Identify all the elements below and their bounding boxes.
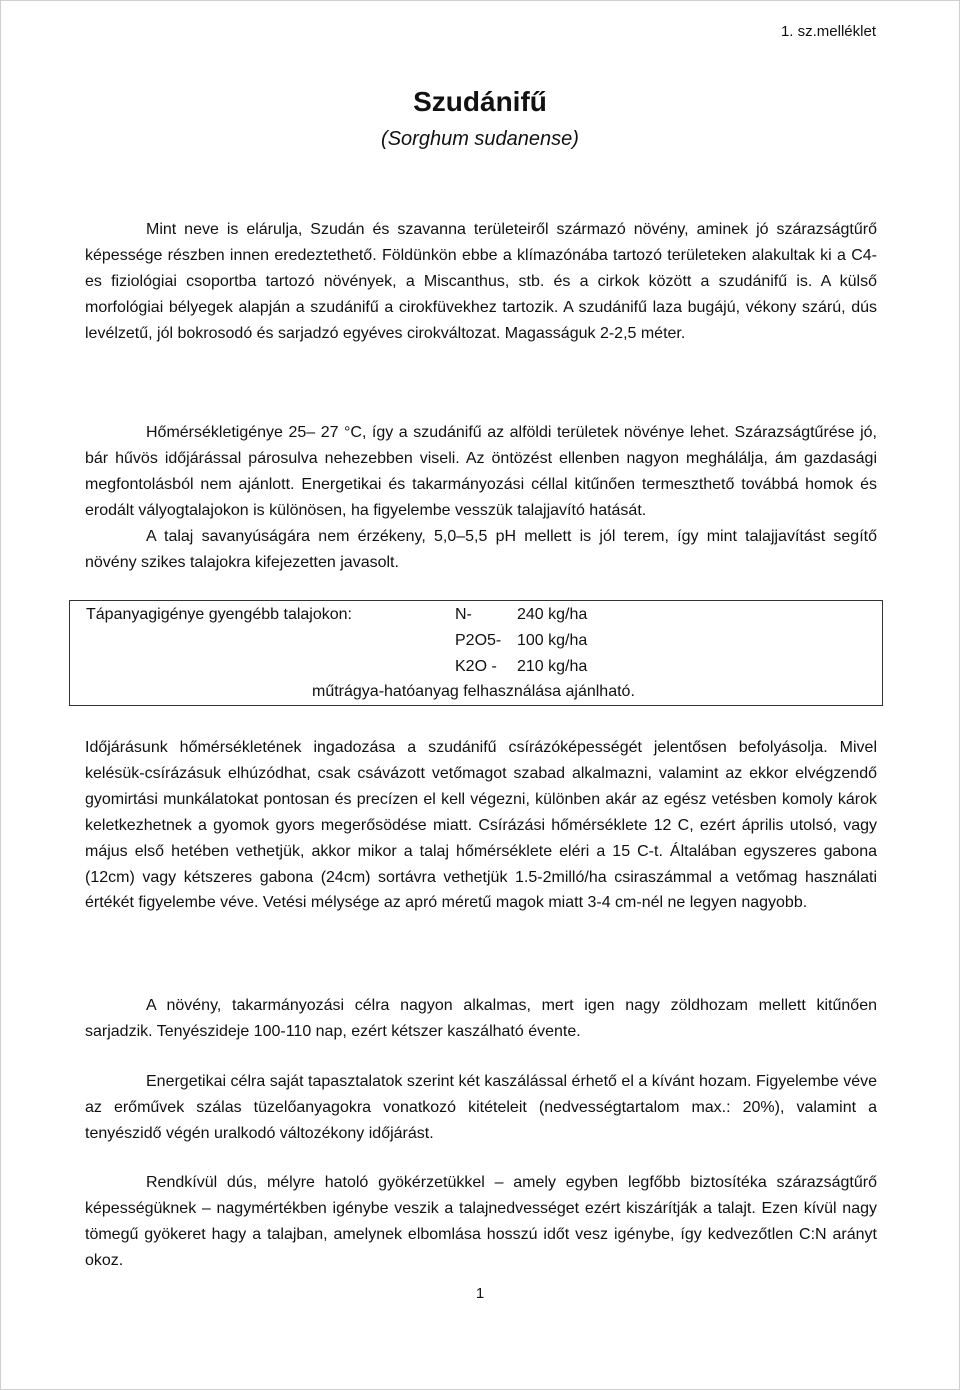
page-subtitle: (Sorghum sudanense)	[381, 128, 579, 150]
nutrient-element: P2O5-	[455, 632, 502, 649]
intro-paragraph: Mint neve is elárulja, Szudán és szavanna területeiről származó növény, aminek jó szárazságtűrő képessége részben innen eredeztethető. Földünkön ebbe a klímazónába tartozó területeken alakultak ki a C4-es fiziológiai csoportba tartozó növények, a Miscanthus, stb. és a cirkok között a szudánifű is. A külső morfológiai bélyegek alapján a szudánifű a cirokfüvekhez tartozik. A szudánifű laza bugájú, vékony szárú, dús levélzetű, jól bokrosodó és sarjadzó egyéves cirokváltozat. Magasságuk 2-2,5 méter.	[85, 221, 877, 342]
page-title: Szudánifű	[413, 86, 547, 117]
roots-paragraph: Rendkívül dús, mélyre hatoló gyökérzetükkel – amely egyben legfőbb biztosítéka szárazságtűrő képességüknek – nagymértékben igénybe veszik a talajnedvességet ezért kiszárítják a talajt. Ezen kívül nagy tömegű gyökeret hagy a talajban, amelynek elbomlása hosszú időt vesz igénybe, így kedvezőtlen C:N arányt okoz.	[85, 1174, 877, 1269]
nutrient-value: 210 kg/ha	[517, 658, 588, 675]
feed-section	[85, 993, 877, 1045]
nutrient-note: műtrágya-hatóanyag felhasználása ajánlható.	[312, 683, 635, 700]
nutrient-value: 240 kg/ha	[517, 606, 588, 623]
nutrient-element: N-	[455, 606, 472, 623]
feed-paragraph: A növény, takarmányozási célra nagyon alkalmas, mert igen nagy zöldhozam mellett kitűnően sarjadzik. Tenyészideje 100-110 nap, ezért kétszer kaszálható évente.	[85, 997, 877, 1040]
soil-paragraph: A talaj savanyúságára nem érzékeny, 5,0–5,5 pH mellett is jól terem, így mint talajjavítást segítő növény szikes talajokra kifejezetten javasolt.	[85, 527, 877, 571]
energy-paragraph: Energetikai célra saját tapasztalatok szerint két kaszálással érhető el a kívánt hozam. Figyelembe véve az erőművek szálas tüzelőanyagokra vonatkozó kitételeit (nedvességtartalom max.: 20%), valamint a tenyészidő végén uralkodó változékony időjárást.	[85, 1073, 877, 1142]
roots-section	[85, 1170, 877, 1274]
temperature-section	[85, 420, 877, 575]
annex-label: 1. sz.melléklet	[780, 23, 876, 40]
temperature-paragraph: Hőmérsékletigénye 25– 27 °C, így a szudánifű az alföldi területek növénye lehet. Szárazságtűrése jó, bár hűvös időjárással párosulva nehezebben viseli. Az öntözést ellenben nagyon meghálálja, ám gazdasági megfontolásból nem ajánlott. Energetikai és takarmányozási céllal kitűnően termeszthető továbbá homok és erodált vályogtalajokon is különösen, ha figyelembe vesszük talajjavító hatását.	[85, 424, 877, 519]
weather-paragraph: Időjárásunk hőmérsékletének ingadozása a szudánifű csírázóképességét jelentősen befolyásolja. Mivel kelésük-csírázásuk elhúzódhat, csak csávázott vetőmagot szabad alkalmazni, valamint az ekkor elvégzendő gyomirtási munkálatokat pontosan és precízen el kell végezni, különben akár az egész vetésben komoly károk keletkezhetnek a gyomok gyors megerősödése miatt. Csírázási hőmérséklete 12 C, ezért április utolsó, vagy május első hetében vethetjük, akkor mikor a talaj hőmérséklete eléri a 15 C-t. Általában egyszeres gabona (12cm) vagy kétszeres gabona (24cm) sortávra vethetjük 1.5-2milló/ha csiraszámmal a vetőmag használati értékét figyelembe véve. Vetési mélysége az apró méretű magok miatt 3-4 cm-nél ne legyen nagyobb.	[85, 739, 877, 912]
weather-section	[85, 735, 877, 916]
energy-section	[85, 1069, 877, 1147]
nutrient-value: 100 kg/ha	[517, 632, 588, 649]
page-number: 1	[475, 1285, 485, 1302]
nutrient-label: Tápanyagigénye gyengébb talajokon:	[86, 606, 352, 623]
nutrient-element: K2O -	[455, 658, 497, 675]
nutrient-requirement-box	[69, 600, 883, 706]
intro-section	[85, 217, 877, 347]
